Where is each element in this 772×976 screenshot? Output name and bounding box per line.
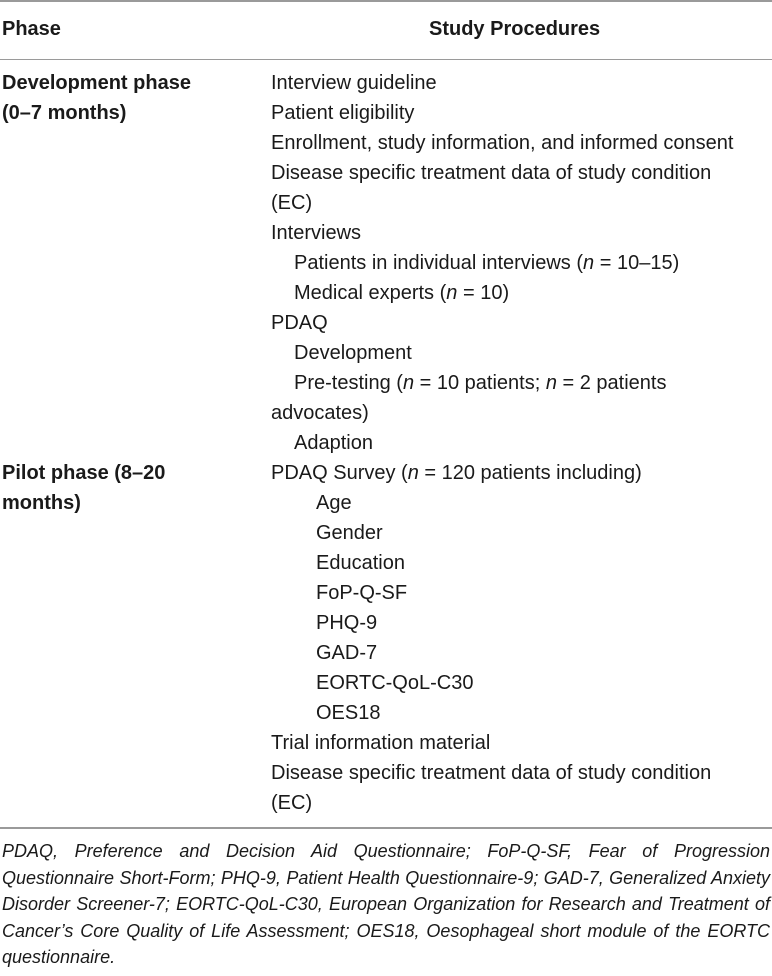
- survey-item-phq9: PHQ-9: [316, 612, 378, 634]
- phase-pilot-line2: months): [2, 492, 81, 514]
- procedure-patient-eligibility: Patient eligibility: [271, 102, 415, 124]
- procedure-enrollment: Enrollment, study information, and informed consent: [271, 132, 734, 154]
- phase-development-line1: Development phase: [2, 72, 191, 94]
- table-bottom-rule: [0, 827, 772, 829]
- header-phase: Phase: [2, 18, 61, 40]
- procedure-interview-guideline: Interview guideline: [271, 72, 437, 94]
- procedure-patient-interviews: Patients in individual interviews (n = 10–15): [294, 252, 680, 274]
- procedure-trial-information: Trial information material: [271, 732, 491, 754]
- header-study-procedures: Study Procedures: [429, 18, 601, 40]
- survey-item-fopqsf: FoP-Q-SF: [316, 582, 408, 604]
- survey-item-age: Age: [316, 492, 352, 514]
- procedure-pdaq: PDAQ: [271, 312, 328, 334]
- survey-item-gender: Gender: [316, 522, 383, 544]
- phase-development-line2: (0–7 months): [2, 102, 127, 124]
- phase-development: [2, 68, 191, 128]
- phase-pilot: [2, 458, 165, 518]
- procedure-pretesting: Pre-testing (n = 10 patients; n = 2 patients: [294, 372, 667, 394]
- procedure-disease-data-line2: (EC): [271, 192, 313, 214]
- procedure-interviews: Interviews: [271, 222, 362, 244]
- table-top-rule: [0, 0, 772, 2]
- procedure-disease-data-line1: Disease specific treatment data of study condition: [271, 162, 712, 184]
- procedure-pretesting-line2: advocates): [271, 402, 369, 424]
- table-footnote: PDAQ, Preference and Decision Aid Questionnaire; FoP-Q-SF, Fear of Progression Questionnaire Short-Form; PHQ-9, Patient Health Questionnaire-9; GAD-7, Generalized Anxiety Disorder Screener-7; EORTC-QoL-C30, European Organization for Research and Treatment of Cancer’s Core Quality of Life Assessment; OES18, Oesophageal short module of the EORTC questionnaire.: [2, 841, 770, 968]
- phase-pilot-line1: Pilot phase (8–20: [2, 462, 166, 484]
- survey-item-oes18: OES18: [316, 702, 381, 724]
- procedure-pilot-disease-data-line1: Disease specific treatment data of study condition: [271, 762, 712, 784]
- procedure-pdaq-development: Development: [294, 342, 412, 364]
- survey-item-gad7: GAD-7: [316, 642, 378, 664]
- procedure-adaption: Adaption: [294, 432, 373, 454]
- header-rule: [0, 59, 772, 60]
- procedure-medical-experts: Medical experts (n = 10): [294, 282, 510, 304]
- procedure-pdaq-survey: PDAQ Survey (n = 120 patients including): [271, 462, 642, 484]
- survey-item-eortc: EORTC-QoL-C30: [316, 672, 474, 694]
- procedure-pilot-disease-data-line2: (EC): [271, 792, 313, 814]
- survey-item-education: Education: [316, 552, 405, 574]
